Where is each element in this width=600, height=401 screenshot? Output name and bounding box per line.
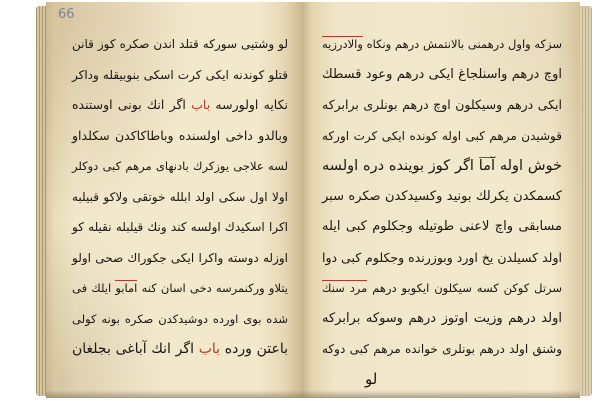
text-segment: سرتل كوكن كسه سيكلون ايكوبو درهم	[372, 281, 563, 295]
right-page	[302, 2, 580, 398]
left-page-line	[72, 90, 288, 121]
right-page-line	[322, 151, 562, 182]
overlined-word: مرد سنك	[322, 281, 368, 295]
right-page-line	[322, 273, 562, 304]
page-number: 66	[58, 7, 75, 22]
text-segment: قوشيدن مرهم كبى اوله كونده ايكى كرت اوركه	[322, 128, 562, 143]
text-segment: ايلك فى	[72, 281, 112, 295]
right-page-line	[322, 182, 562, 213]
left-page-line	[72, 151, 288, 182]
right-page-line	[322, 90, 562, 121]
right-page-text-block	[322, 29, 562, 365]
right-page-line	[322, 334, 562, 365]
bottom-edge-shadow	[46, 390, 580, 398]
text-segment: لو وشتيى سوركه قتلد اندن صكره كوز قانن	[72, 37, 288, 51]
right-page-edges	[580, 6, 592, 396]
text-segment: اولد درهم وزيت اوتوز درهم وسوكه برابركه	[322, 310, 562, 326]
text-segment: سزكه واول درهمنى بالانتمش درهم ونكاه	[366, 37, 562, 51]
left-page-line	[72, 243, 288, 274]
text-segment: اگر انك بونى اوستنده	[72, 97, 186, 112]
text-segment: يتلاو وركنمرسه دخى اسان كنه	[141, 281, 289, 295]
text-segment: لسه علاجى يوزكرك بادنهاى مرهم كبى دوكلر	[72, 159, 288, 173]
left-page-text-block	[72, 29, 288, 365]
right-page-line	[322, 60, 562, 91]
overlined-word: والادرزيه	[322, 37, 363, 51]
text-segment: اگر كوز بوينده دره اولسه	[322, 158, 474, 174]
text-segment: كسمكدن يكرلك بونيد وكسيدكدن صكره سبر	[322, 188, 562, 204]
right-page-line	[322, 121, 562, 152]
text-segment: اوچ درهم واسنلجاغ ايكى درهم وعود قسطك	[322, 66, 562, 82]
text-segment: اگر انك آباغى بجلغان	[72, 341, 194, 357]
catchword: لو	[365, 370, 378, 388]
text-segment: قتلو كوندنه ايكى كرت اسكى بنوبيقله وداكر	[72, 67, 288, 82]
rubric-word: باب	[191, 97, 211, 112]
text-segment: مسابقى واچ لاعنى طوتيله وجكلوم كبى ايله	[322, 219, 562, 234]
overlined-word: آما	[478, 158, 495, 174]
text-segment: وبالدو داخى اولسنده وباطاكاكدن سكلداو	[72, 127, 288, 143]
text-segment: باعتن ورده	[224, 341, 288, 357]
text-segment: وشنق اولد درهم بونلرى خوانده مرهم كبى دوكه	[322, 342, 562, 356]
left-page-line	[72, 182, 288, 213]
right-page-line	[322, 243, 562, 274]
manuscript-spread	[36, 2, 592, 398]
right-page-line	[322, 304, 562, 335]
text-segment: شده بوى اورده دوشيدكدن صكره بونه كولى	[72, 311, 288, 326]
right-page-line	[322, 29, 562, 60]
left-page-line	[72, 334, 288, 365]
text-segment: نكايه اولورسه	[215, 97, 288, 112]
left-page	[46, 2, 302, 398]
left-page-line	[72, 304, 288, 335]
text-segment: خوش اوله	[499, 158, 563, 174]
text-segment: ايكى درهم وسيكلون اوچ درهم بونلرى برابركه	[322, 97, 562, 112]
left-page-line	[72, 60, 288, 91]
rubric-word: باب	[198, 341, 221, 357]
right-page-line	[322, 212, 562, 243]
text-segment: اولا اول سكى اولد ابلله خوتقى ولاكو قبيلبه	[72, 189, 288, 204]
left-page-line	[72, 121, 288, 152]
left-page-line	[72, 273, 288, 304]
text-segment: اكرا اسكيدك اولسه كند ونك قيلبله نقيله كو	[72, 220, 288, 234]
left-page-line	[72, 212, 288, 243]
text-segment: اوزله دوسته واكرا ايكى جكوراك صحى اولو	[72, 250, 288, 265]
text-segment: اولد كسيلدن يخ اورد وبوزرنده وجكلوم كبى دوا	[322, 249, 562, 265]
left-page-line	[72, 29, 288, 60]
overlined-word: امابو	[115, 281, 138, 295]
